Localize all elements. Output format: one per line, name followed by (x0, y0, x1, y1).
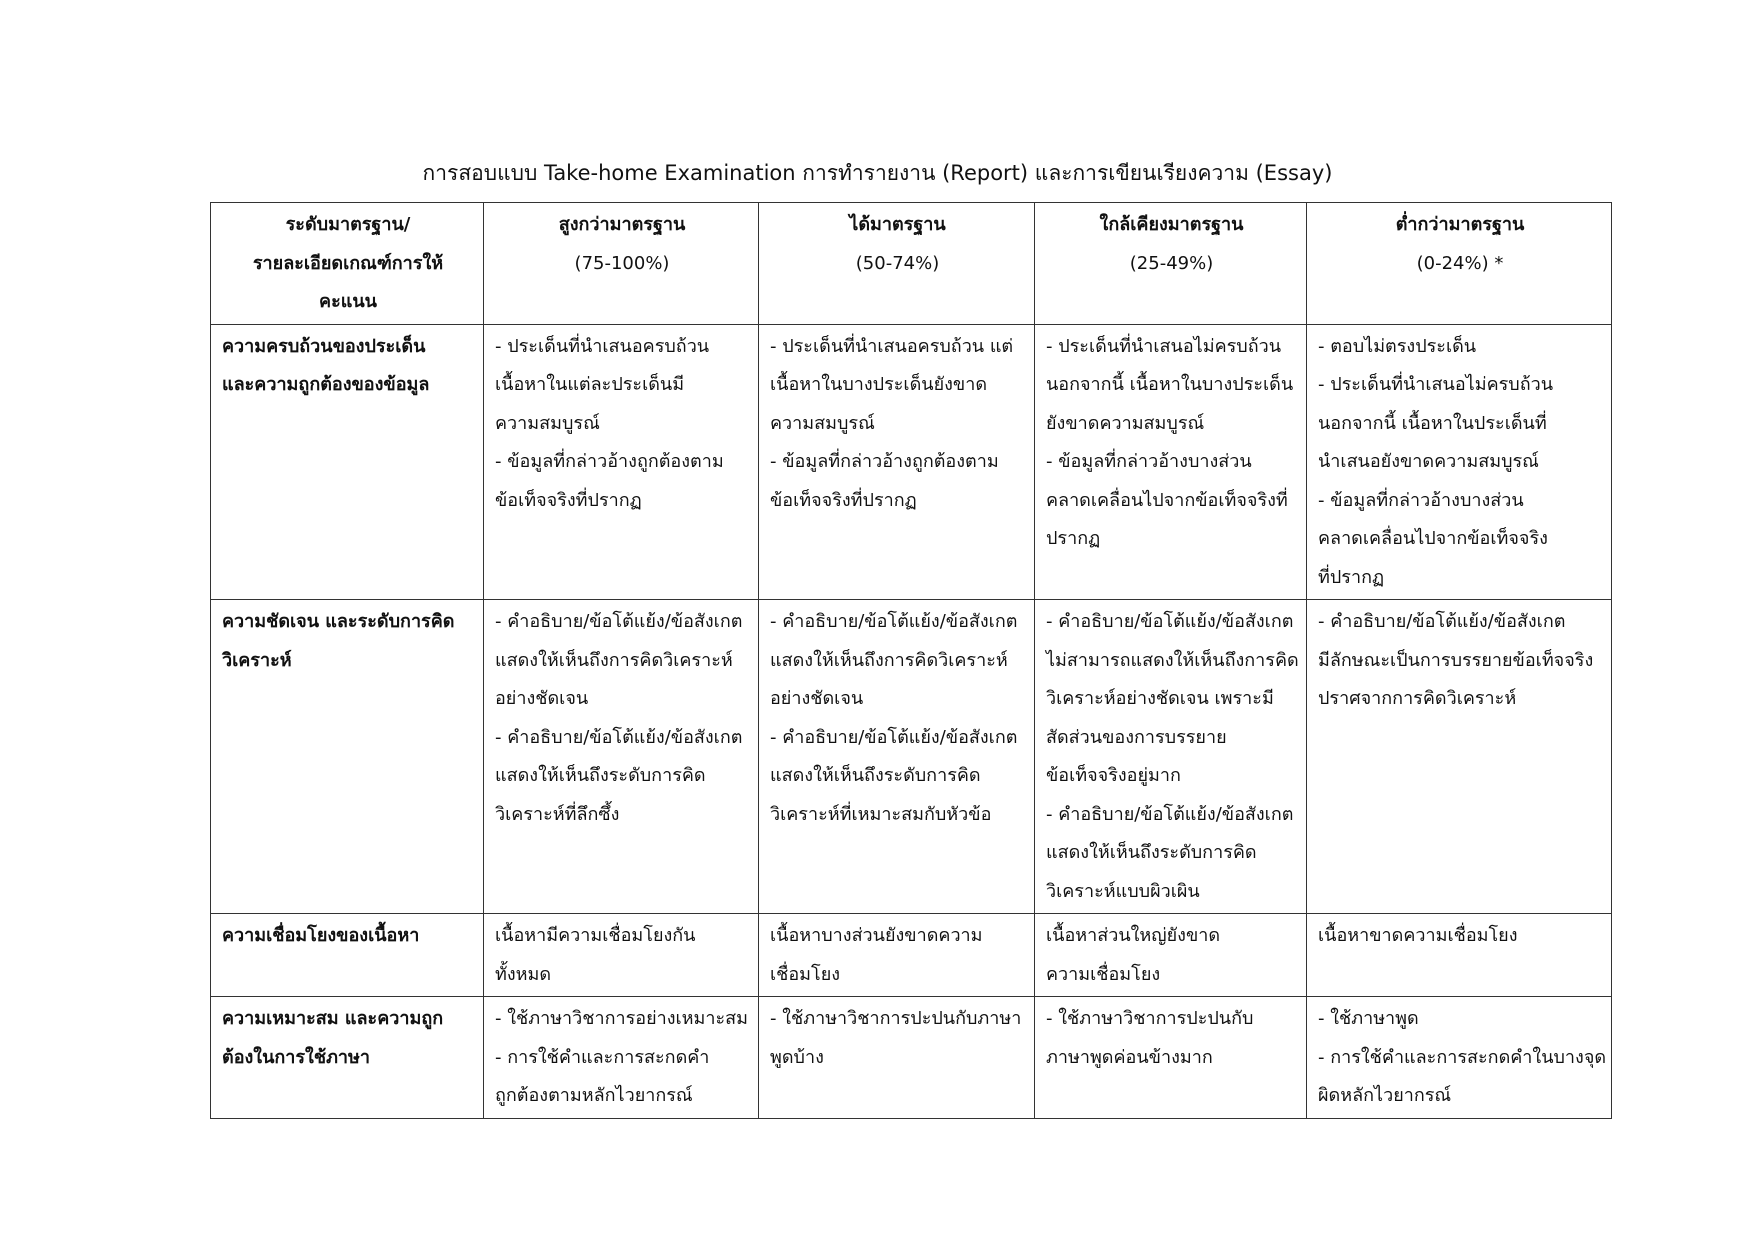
cell-line: อย่างชัดเจน (770, 688, 864, 709)
cell-line: - ใช้ภาษาวิชาการปะปนกับภาษา (770, 1008, 1022, 1029)
cell-line: วิเคราะห์ที่เหมาะสมกับหัวข้อ (770, 803, 992, 825)
criterion-line: ความครบถ้วนของประเด็น (222, 335, 426, 357)
header-level-below-standard (1307, 203, 1612, 325)
cell-line: แสดงให้เห็นถึงการคิดวิเคราะห์ (495, 649, 733, 671)
cell-line: - ใช้ภาษาวิชาการปะปนกับ (1046, 1008, 1254, 1029)
cell-line: เนื้อหาบางส่วนยังขาดความ (770, 925, 983, 946)
header-level-near-standard (1035, 203, 1307, 325)
cell-line: - คำอธิบาย/ข้อโต้แย้ง/ข้อสังเกต (1046, 611, 1294, 632)
level-range: (75-100%) (574, 252, 670, 274)
criterion-line: ความเหมาะสม และความถูก (222, 1008, 444, 1029)
cell-line: - คำอธิบาย/ข้อโต้แย้ง/ข้อสังเกต (495, 611, 743, 632)
criterion-cell (211, 600, 484, 914)
cell-line: เนื้อหาในบางประเด็นยังขาด (770, 374, 988, 395)
rubric-cell (1035, 997, 1307, 1119)
cell-line: ข้อเท็จจริงที่ปรากฏ (770, 489, 917, 511)
cell-line: วิเคราะห์อย่างชัดเจน เพราะมี (1046, 688, 1274, 709)
cell-line: นำเสนอยังขาดความสมบูรณ์ (1318, 451, 1539, 472)
level-range: (0-24%) * (1416, 252, 1504, 274)
criterion-line: ความชัดเจน และระดับการคิด (222, 611, 455, 632)
cell-line: - คำอธิบาย/ข้อโต้แย้ง/ข้อสังเกต (1046, 803, 1294, 825)
cell-line: แสดงให้เห็นถึงระดับการคิด (770, 765, 981, 786)
cell-line: ทั้งหมด (495, 963, 552, 985)
rubric-cell (1307, 997, 1612, 1119)
cell-line: - ประเด็นที่นำเสนอครบถ้วน แต่ (770, 335, 1014, 357)
rubric-cell (1035, 324, 1307, 600)
cell-line: ข้อเท็จจริงที่ปรากฏ (495, 489, 642, 511)
cell-line: - ประเด็นที่นำเสนอไม่ครบถ้วน (1046, 335, 1282, 357)
level-range: (50-74%) (855, 252, 940, 274)
cell-line: - ตอบไม่ตรงประเด็น (1318, 335, 1477, 357)
cell-line: - คำอธิบาย/ข้อโต้แย้ง/ข้อสังเกต (1318, 611, 1566, 632)
table-row (211, 324, 1612, 600)
rubric-cell (759, 914, 1035, 997)
level-range: (25-49%) (1129, 252, 1214, 274)
rubric-cell (1035, 914, 1307, 997)
cell-line: ที่ปรากฏ (1318, 566, 1385, 588)
level-name: ได้มาตรฐาน (849, 214, 946, 235)
cell-line: นอกจากนี้ เนื้อหาในประเด็นที่ (1318, 412, 1547, 434)
cell-line: - ข้อมูลที่กล่าวอ้างบางส่วน (1046, 451, 1252, 472)
rubric-cell (484, 997, 759, 1119)
cell-line: แสดงให้เห็นถึงระดับการคิด (1046, 842, 1257, 863)
criterion-cell (211, 914, 484, 997)
cell-line: มีลักษณะเป็นการบรรยายข้อเท็จจริง (1318, 649, 1594, 671)
cell-line: คลาดเคลื่อนไปจากข้อเท็จจริงที่ (1046, 489, 1288, 511)
criterion-cell (211, 324, 484, 600)
cell-line: พูดบ้าง (770, 1046, 824, 1068)
rubric-cell (759, 600, 1035, 914)
table-row (211, 600, 1612, 914)
cell-line: - ข้อมูลที่กล่าวอ้างถูกต้องตาม (495, 451, 724, 472)
rubric-cell (1307, 600, 1612, 914)
cell-line: - การใช้คำและการสะกดคำ (495, 1046, 710, 1068)
cell-line: ความเชื่อมโยง (1046, 963, 1161, 985)
cell-line: ความสมบูรณ์ (770, 412, 875, 434)
cell-line: เนื้อหาส่วนใหญ่ยังขาด (1046, 925, 1221, 946)
cell-line: อย่างชัดเจน (495, 688, 589, 709)
cell-line: - ประเด็นที่นำเสนอไม่ครบถ้วน (1318, 374, 1554, 395)
cell-line: เชื่อมโยง (770, 963, 841, 985)
cell-line: - คำอธิบาย/ข้อโต้แย้ง/ข้อสังเกต (770, 726, 1018, 748)
criterion-line: ความเชื่อมโยงของเนื้อหา (222, 925, 420, 946)
rubric-table (210, 202, 1612, 1119)
cell-line: - การใช้คำและการสะกดคำในบางจุด (1318, 1046, 1607, 1068)
rubric-cell (759, 324, 1035, 600)
cell-line: - ประเด็นที่นำเสนอครบถ้วน (495, 335, 710, 357)
cell-line: ปราศจากการคิดวิเคราะห์ (1318, 688, 1517, 709)
header-criteria-cell (211, 203, 484, 325)
cell-line: - คำอธิบาย/ข้อโต้แย้ง/ข้อสังเกต (495, 726, 743, 748)
header-criteria-line: รายละเอียดเกณฑ์การให้ (252, 252, 444, 274)
level-name: สูงกว่ามาตรฐาน (558, 214, 686, 235)
cell-line: ไม่สามารถแสดงให้เห็นถึงการคิด (1046, 649, 1299, 671)
table-row (211, 997, 1612, 1119)
level-name: ใกล้เคียงมาตรฐาน (1099, 214, 1244, 235)
header-level-meets-standard (759, 203, 1035, 325)
rubric-cell (1035, 600, 1307, 914)
cell-line: - ใช้ภาษาพูด (1318, 1008, 1419, 1029)
header-row (211, 203, 1612, 325)
rubric-cell (759, 997, 1035, 1119)
rubric-cell (1307, 914, 1612, 997)
cell-line: - ข้อมูลที่กล่าวอ้างบางส่วน (1318, 489, 1524, 511)
cell-line: สัดส่วนของการบรรยาย (1046, 726, 1227, 748)
cell-line: ถูกต้องตามหลักไวยากรณ์ (495, 1085, 693, 1106)
cell-line: - ข้อมูลที่กล่าวอ้างถูกต้องตาม (770, 451, 999, 472)
criterion-line: และความถูกต้องของข้อมูล (222, 374, 430, 395)
table-row (211, 914, 1612, 997)
cell-line: - คำอธิบาย/ข้อโต้แย้ง/ข้อสังเกต (770, 611, 1018, 632)
cell-line: ยังขาดความสมบูรณ์ (1046, 412, 1205, 434)
cell-line: เนื้อหาในแต่ละประเด็นมี (495, 374, 685, 395)
cell-line: วิเคราะห์ที่ลึกซึ้ง (495, 803, 620, 825)
header-criteria-line: คะแนน (319, 291, 377, 312)
cell-line: แสดงให้เห็นถึงระดับการคิด (495, 765, 706, 786)
cell-line: ภาษาพูดค่อนข้างมาก (1046, 1046, 1213, 1068)
rubric-cell (484, 324, 759, 600)
rubric-cell (484, 600, 759, 914)
cell-line: ข้อเท็จจริงอยู่มาก (1046, 765, 1181, 786)
header-criteria-line: ระดับมาตรฐาน/ (285, 214, 411, 235)
cell-line: นอกจากนี้ เนื้อหาในบางประเด็น (1046, 374, 1294, 395)
criterion-line: ต้องในการใช้ภาษา (222, 1046, 371, 1068)
cell-line: - ใช้ภาษาวิชาการอย่างเหมาะสม (495, 1008, 749, 1029)
criterion-cell (211, 997, 484, 1119)
cell-line: แสดงให้เห็นถึงการคิดวิเคราะห์ (770, 649, 1008, 671)
cell-line: วิเคราะห์แบบผิวเผิน (1046, 880, 1200, 902)
cell-line: ผิดหลักไวยากรณ์ (1318, 1085, 1452, 1106)
cell-line: เนื้อหาขาดความเชื่อมโยง (1318, 925, 1518, 946)
cell-line: ปรากฏ (1046, 528, 1101, 549)
cell-line: คลาดเคลื่อนไปจากข้อเท็จจริง (1318, 528, 1548, 549)
rubric-cell (484, 914, 759, 997)
header-level-above-standard (484, 203, 759, 325)
page-title: การสอบแบบ Take-home Examination การทำรายงาน (Report) และการเขียนเรียงความ (Essay) (422, 161, 1333, 185)
cell-line: ความสมบูรณ์ (495, 412, 600, 434)
rubric-cell (1307, 324, 1612, 600)
cell-line: เนื้อหามีความเชื่อมโยงกัน (495, 925, 696, 946)
criterion-line: วิเคราะห์ (222, 649, 292, 671)
level-name: ต่ำกว่ามาตรฐาน (1395, 214, 1525, 235)
